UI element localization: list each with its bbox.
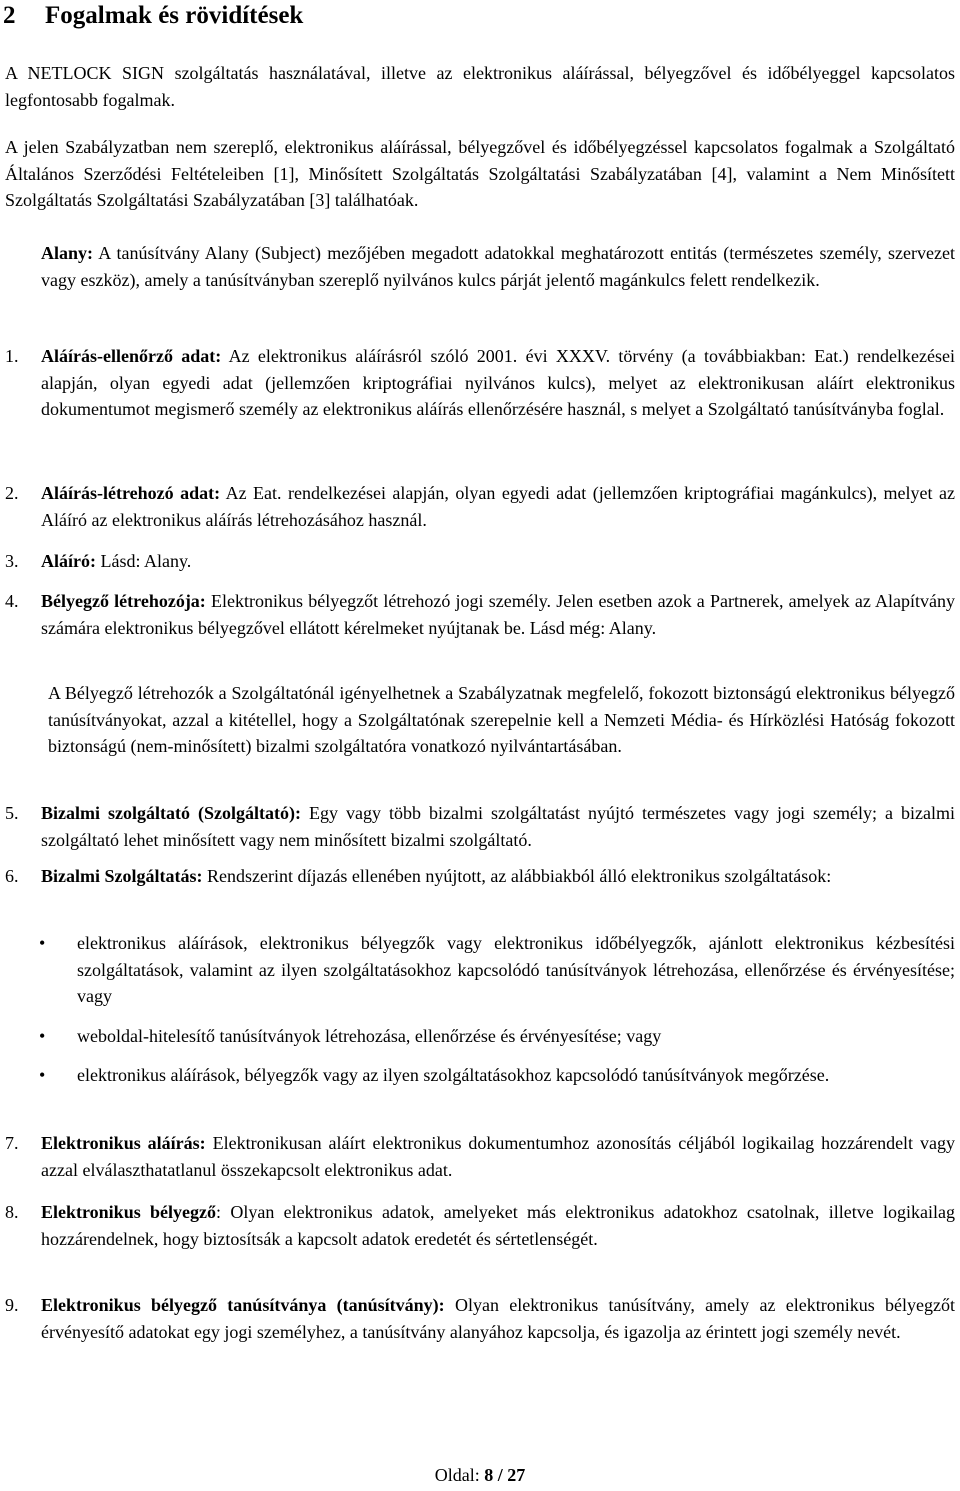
definition-number: 2.	[5, 483, 19, 503]
section-number: 2	[3, 2, 16, 29]
section-heading	[3, 0, 303, 32]
definition-body	[41, 1199, 955, 1252]
definition-2	[5, 480, 955, 533]
definition-number: 4.	[5, 591, 19, 611]
page-label: Oldal:	[434, 1465, 485, 1485]
definition-text: Az elektronikus aláírásról szóló 2001. évi XXXV. törvény (a továbbiakban: Eat.) rendelkezései alapján, olyan egyedi adat (jellemzően kriptográfiai nyilvános kulcs), melyet az elektronikusan aláírt elektronikus dokumentumot megismerő személy az elektronikus aláírás ellenőrzésére használ, s melyet a Szolgáltató tanúsítványba foglal.	[41, 346, 955, 419]
definition-4	[5, 588, 955, 641]
definition-3	[5, 548, 955, 575]
definition-body	[41, 480, 955, 533]
definition-body	[41, 863, 955, 890]
definition-body	[41, 548, 955, 575]
alany-text: A tanúsítvány Alany (Subject) mezőjében megadott adatokkal meghatározott entitás (természetes személy, szervezet vagy eszköz), amely a tanúsítványban szereplő nyilvános kulcs párját jelentő magánkulcs felett rendelkezik.	[41, 243, 955, 290]
definition-term: Elektronikus bélyegző tanúsítványa (tanúsítvány):	[41, 1295, 445, 1315]
intro-paragraph-2: A jelen Szabályzatban nem szereplő, elektronikus aláírással, bélyegzővel és időbélyegzéssel kapcsolatos fogalmak a Szolgáltató Általános Szerződési Feltételeiben [1], Minősített Szolgáltatás Szolgáltatási Szabályzatában [4], valamint a Nem Minősített Szolgáltatás Szolgáltatási Szabályzatában [3] találhatóak.	[5, 137, 955, 210]
definition-text: Egy vagy több bizalmi szolgáltatást nyújtó természetes vagy jogi személy; a bizalmi szolgáltató lehet minősített vagy nem minősített bizalmi szolgáltató.	[41, 803, 955, 850]
service-list-item	[39, 1023, 955, 1050]
definition-text: : Olyan elektronikus adatok, amelyeket más elektronikus adatokhoz csatolnak, illetve logikailag hozzárendelnek, hogy biztosítsák a kapcsolt adatok eredetét és sértetlenségét.	[41, 1202, 956, 1249]
definition-number: 3.	[5, 551, 19, 571]
definition-7	[5, 1130, 955, 1183]
definition-term: Aláírás-ellenőrző adat:	[41, 346, 222, 366]
bullet-icon: •	[39, 933, 46, 953]
definition-number: 9.	[5, 1295, 19, 1315]
definition-term: Bélyegző létrehozója:	[41, 591, 206, 611]
service-text: weboldal-hitelesítő tanúsítványok létrehozása, ellenőrzése és érvényesítése; vagy	[77, 1026, 662, 1046]
definition-term: Elektronikus aláírás:	[41, 1133, 206, 1153]
definition-6	[5, 863, 955, 890]
definition-text: Lásd: Alany.	[95, 551, 192, 571]
definition-body	[41, 588, 955, 641]
bullet-icon: •	[39, 1065, 46, 1085]
definition-text: Rendszerint díjazás ellenében nyújtott, az alábbiakból álló elektronikus szolgáltatások:	[202, 866, 832, 886]
definition-5	[5, 800, 955, 853]
definition-number: 7.	[5, 1133, 19, 1153]
definition-8	[5, 1199, 955, 1252]
definition-term: Elektronikus bélyegző	[41, 1202, 217, 1222]
definition-term: Aláírás-létrehozó adat:	[41, 483, 221, 503]
definition-text: Elektronikusan aláírt elektronikus dokumentumhoz azonosítás céljából logikailag hozzárendelt vagy azzal elválaszthatatlanul összekapcsolt elektronikus adat.	[41, 1133, 955, 1180]
definition-4-note: A Bélyegző létrehozók a Szolgáltatónál igényelhetnek a Szabályzatnak megfelelő, fokozott biztonságú elektronikus bélyegző tanúsítványokat, azzal a kitétellel, hogy a Szolgáltatónak szerepelnie kell a Nemzeti Média- és Hírközlési Hatóság fokozott biztonságú (nem-minősített) bizalmi szolgáltatóra vonatkozó nyilvántartásában.	[48, 683, 955, 756]
definition-number: 8.	[5, 1202, 19, 1222]
service-list-item	[39, 1062, 955, 1089]
definition-number: 5.	[5, 803, 19, 823]
service-text: elektronikus aláírások, elektronikus bélyegzők vagy elektronikus időbélyegzők, ajánlott elektronikus kézbesítési szolgáltatások, valamint az ilyen szolgáltatásokhoz kapcsolódó tanúsítványok létrehozása, ellenőrzése és érvényesítése; vagy	[77, 933, 955, 1006]
definition-term: Bizalmi Szolgáltatás:	[41, 866, 203, 886]
section-title: Fogalmak és rövidítések	[45, 2, 304, 29]
definition-text: Az Eat. rendelkezései alapján, olyan egyedi adat (jellemzően kriptográfiai magánkulcs), melyet az Aláíró az elektronikus aláírás létrehozásához használ.	[41, 483, 955, 530]
page-number: 8 / 27	[484, 1465, 526, 1485]
intro-paragraph-1: A NETLOCK SIGN szolgáltatás használatával, illetve az elektronikus aláírással, bélyegzővel és időbélyeggel kapcsolatos legfontosabb fogalmak.	[5, 63, 955, 110]
definition-alany	[41, 240, 955, 293]
definition-body	[41, 800, 955, 853]
service-list-item	[39, 930, 955, 1010]
definition-text: Olyan elektronikus tanúsítvány, amely az elektronikus bélyegzőt érvényesítő adatokat egy jogi személyhez, a tanúsítvány alanyához kapcsolja, és igazolja az érintett jogi személy nevét.	[41, 1295, 956, 1342]
definition-9	[5, 1292, 955, 1345]
definition-body	[41, 1130, 955, 1183]
bullet-icon: •	[39, 1026, 46, 1046]
page-footer	[0, 1464, 960, 1486]
definition-term: Aláíró:	[41, 551, 96, 571]
alany-term: Alany:	[41, 243, 94, 263]
definition-number: 1.	[5, 346, 19, 366]
definition-body	[41, 343, 955, 423]
definition-number: 6.	[5, 866, 19, 886]
definition-term: Bizalmi szolgáltató (Szolgáltató):	[41, 803, 301, 823]
definition-body	[41, 1292, 955, 1345]
definition-1	[5, 343, 955, 423]
definition-text: Elektronikus bélyegzőt létrehozó jogi személy. Jelen esetben azok a Partnerek, amelyek az Alapítvány számára elektronikus bélyegzővel ellátott kérelmeket nyújtanak be. Lásd még: Alany.	[41, 591, 955, 638]
service-text: elektronikus aláírások, bélyegzők vagy az ilyen szolgáltatásokhoz kapcsolódó tanúsítványok megőrzése.	[77, 1065, 830, 1085]
